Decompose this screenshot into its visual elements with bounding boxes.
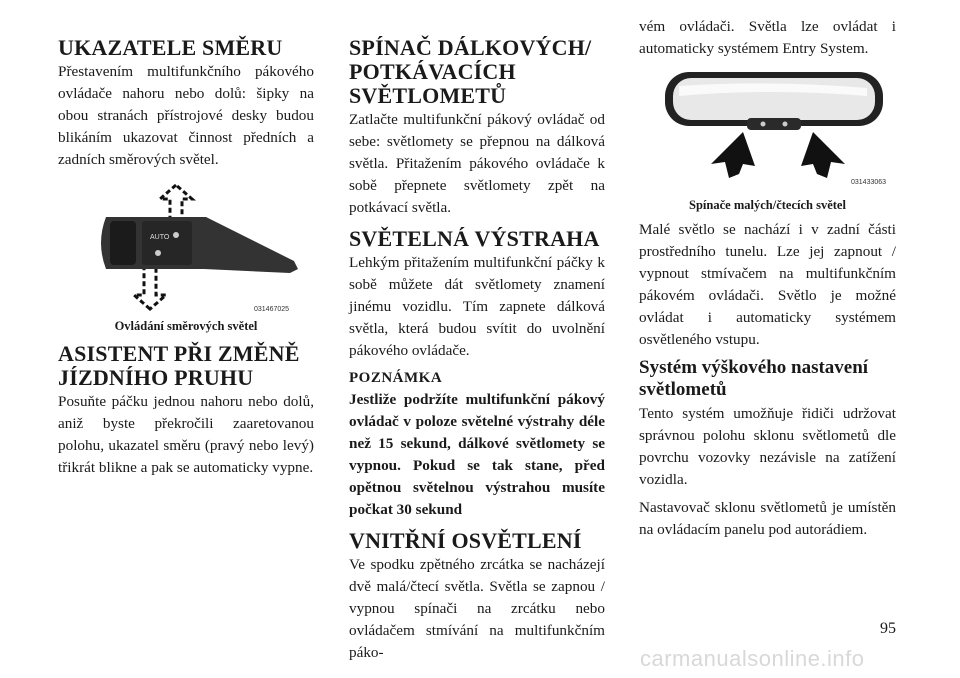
paragraph-small-light: Malé světlo se nachází i v zadní části prostředního tunelu. Lze jej zapnout / vypnout stmívačem na multifunkčním pákovém ovládači. Světlo je možné ovládat i automaticky systémem osvětleného vstupu. — [639, 221, 896, 348]
heading-turn-signals: UKAZATELE SMĚRU — [58, 35, 283, 60]
figure-caption-mirror-lights: Spínače malých/čtecích světel — [689, 198, 846, 212]
heading-flash-to-pass: SVĚTELNÁ VÝSTRAHA — [349, 226, 600, 251]
paragraph-interior-lights: Ve spodku zpětného zrcátka se nacházejí dvě malá/čtecí světla. Světla se zapnou / vypnou spínači na zrcátku nebo ovládačem stmívání na multifunkčním páko- — [349, 556, 605, 661]
figure-mirror-lights — [639, 66, 896, 196]
svg-text:AUTO: AUTO — [150, 234, 170, 241]
column-1 — [58, 28, 314, 485]
paragraph-continued: vém ovládači. Světla lze ovládat i automaticky systémem Entry System. — [639, 18, 896, 57]
paragraph-high-low-beam: Zatlačte multifunkční pákový ovládač od sebe: světlomety se přepnou na dálková světla. Přitažením pákového ovládače k sobě přepnete světlomety zpět na potkávací světla. — [349, 111, 605, 216]
heading-headlight-leveling: Systém výškového nastavení světlometů — [639, 357, 869, 400]
arrow-right-icon — [801, 132, 845, 178]
figure-turn-signal-lever — [58, 177, 314, 317]
heading-high-low-beam: SPÍNAČ DÁLKOVÝCH/ POTKÁVACÍCH SVĚTLOMETŮ — [349, 35, 592, 108]
mirror-lights-illustration — [639, 66, 896, 196]
paragraph-leveling-2: Nastavovač sklonu světlometů je umístěn na ovládacím panelu pod autorádiem. — [639, 499, 896, 538]
watermark: carmanualsonline.info — [640, 646, 865, 671]
lever-knob — [110, 221, 136, 265]
paragraph-leveling-1: Tento systém umožňuje řidiči udržovat správnou polohu sklonu světlometů dle povrchu vozovky nezávisle na zatížení vozidla. — [639, 405, 896, 488]
column-2 — [349, 28, 605, 670]
column-3 — [639, 18, 896, 547]
heading-interior-lights: VNITŘNÍ OSVĚTLENÍ — [349, 528, 582, 553]
paragraph-turn-signals: Přestavením multifunkčního pákového ovládače nahoru nebo dolů: šipky na obou stranách přístrojové desky budou blikáním ukazovat činnost předních a zadních směrových světel. — [58, 63, 314, 168]
note-text: Jestliže podržíte multifunkční pákový ovládač v poloze světelné výstrahy déle než 15 sekund, dálkové světlomety se vypnou. Pokud se tak stane, před opětnou světelnou výstrahou musíte počkat 30 sekund — [349, 391, 605, 518]
figure-code: 031433063 — [851, 179, 887, 186]
figure-code: 031467025 — [254, 306, 290, 313]
paragraph-lane-change: Posuňte páčku jednou nahoru nebo dolů, aniž byste překročili zaaretovanou polohu, ukazatel směru (pravý nebo levý) třikrát blikne a pak se automaticky vypne. — [58, 393, 314, 476]
figure-caption-turn-signals: Ovládání směrových světel — [114, 319, 258, 333]
arrow-left-icon — [711, 132, 755, 178]
note-title: POZNÁMKA — [349, 370, 443, 386]
page-number: 95 — [880, 620, 896, 637]
heading-lane-change: ASISTENT PŘI ZMĚNĚ JÍZDNÍHO PRUHU — [58, 341, 300, 390]
turn-signal-lever-illustration — [58, 177, 314, 317]
mirror-light-switch-panel — [747, 118, 801, 130]
paragraph-flash-to-pass: Lehkým přitažením multifunkční páčky k sobě můžete dát světlomety znamení jinému vozidlu. Tím zapnete dálková světla, která budou svítit do uvolnění pákového ovládače. — [349, 254, 605, 359]
